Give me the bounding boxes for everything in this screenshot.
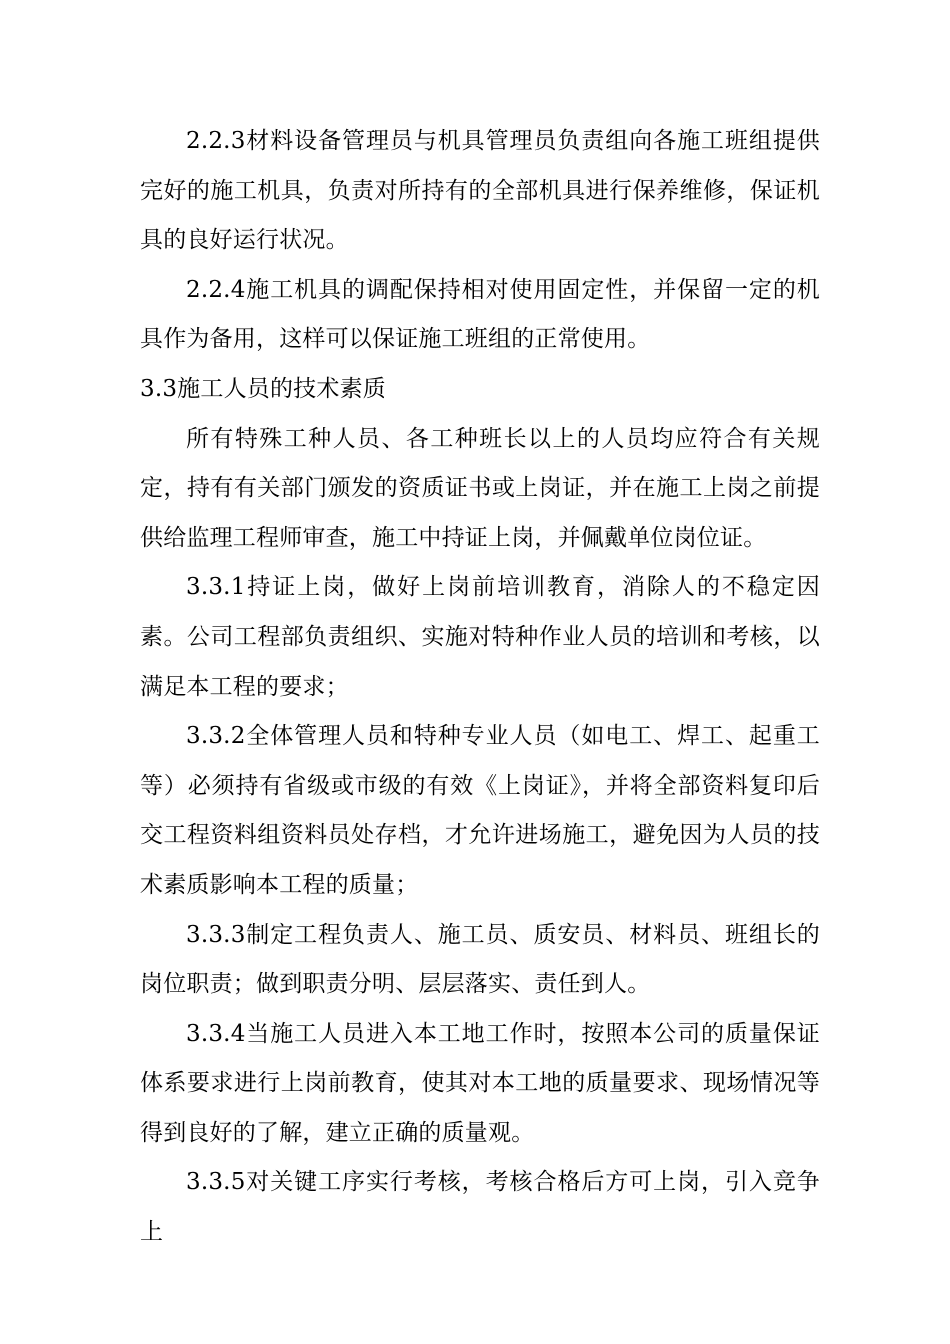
paragraph-3-3-1: 3.3.1持证上岗，做好上岗前培训教育，消除人的不稳定因素。公司工程部负责组织、实施对特种作业人员的培训和考核，以满足本工程的要求； <box>140 574 820 700</box>
section-heading-3-3: 3.3施工人员的技术素质 <box>140 375 386 402</box>
paragraph-2-2-4: 2.2.4施工机具的调配保持相对使用固定性，并保留一定的机具作为备用，这样可以保证施工班组的正常使用。 <box>140 276 820 353</box>
document-body <box>140 117 820 1258</box>
paragraph-3-3-4: 3.3.4当施工人员进入本工地工作时，按照本公司的质量保证体系要求进行上岗前教育，使其对本工地的质量要求、现场情况等得到良好的了解，建立正确的质量观。 <box>140 1020 820 1146</box>
paragraph-3-3-5: 3.3.5对关键工序实行考核，考核合格后方可上岗，引入竞争上 <box>140 1169 820 1246</box>
paragraph-3-3-3: 3.3.3制定工程负责人、施工员、质安员、材料员、班组长的岗位职责；做到职责分明、层层落实、责任到人。 <box>140 921 820 998</box>
paragraph-3-3-intro: 所有特殊工种人员、各工种班长以上的人员均应符合有关规定，持有有关部门颁发的资质证书或上岗证，并在施工上岗之前提供给监理工程师审查，施工中持证上岗，并佩戴单位岗位证。 <box>140 425 820 551</box>
paragraph-3-3-2: 3.3.2全体管理人员和特种专业人员（如电工、焊工、起重工等）必须持有省级或市级的有效《上岗证》，并将全部资料复印后交工程资料组资料员处存档，才允许进场施工，避免因为人员的技术素质影响本工程的质量； <box>140 723 820 898</box>
paragraph-2-2-3: 2.2.3材料设备管理员与机具管理员负责组向各施工班组提供完好的施工机具，负责对所持有的全部机具进行保养维修，保证机具的良好运行状况。 <box>140 128 820 254</box>
